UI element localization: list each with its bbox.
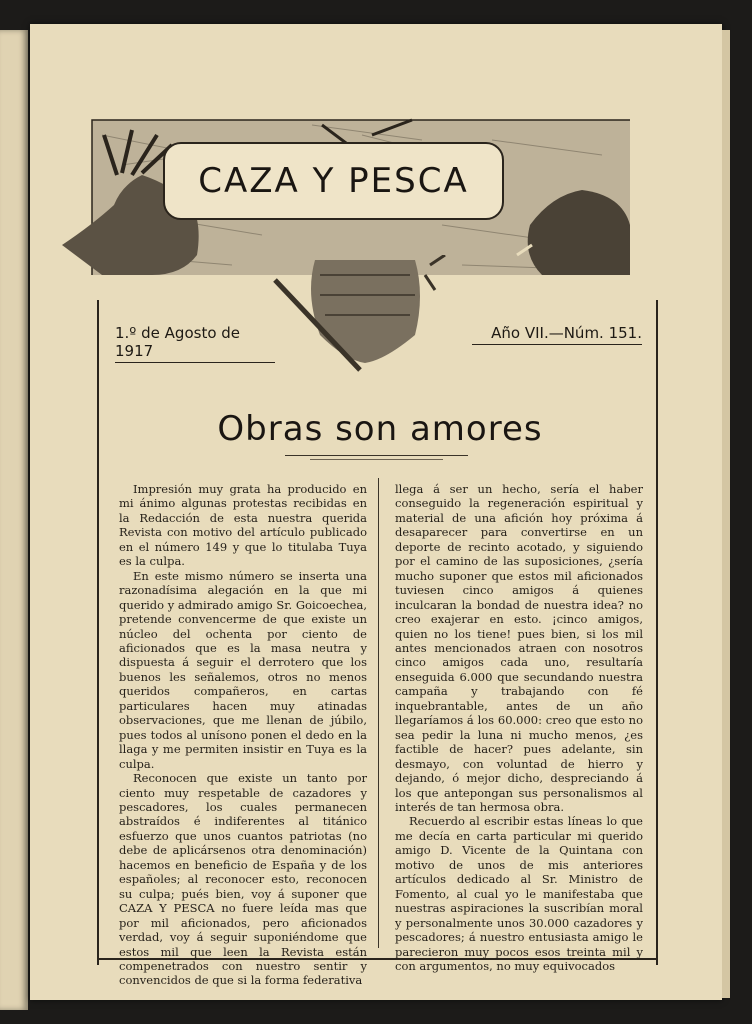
frame-left-line [97,300,99,965]
frame-right-line [656,300,658,965]
paragraph: Reconocen que existe un tanto por ciento muy respetable de cazadores y pescadores, los cuales permanecen abstraídos é indiferentes al titánico esfuerzo que unos cuantos patriotas (no debe de aplicársenos otra denominación) hacemos en beneficio de España y de los españoles; al reconocer esto, reconocen su culpa; pués bien, voy á suponer que CAZA Y PESCA no fuere leída mas que por mil aficionados, pero aficionados verdad, voy á seguir suponiéndome que estos mil que leen la Revista están compenetrados con nuestro sentir y convencidos de que si la forma federativa [119,771,367,988]
page-edge [722,30,730,998]
paragraph: Recuerdo al escribir estas líneas lo que me decía en carta particular mi querido amigo D. Vicente de la Quintana con motivo de unos de mis anteriores artículos dedicado al Sr. Ministro de Fomento, al cual yo le manifestaba que nuestras aspiraciones la suscribían moral y personalmente unos 30.000 cazadores y pescadores; á nuestro entusiasta amigo le parecieron muy pocos esos treinta mil y con argumentos, no muy equivocados [395,814,643,973]
title-rule [285,455,468,456]
paragraph: Impresión muy grata ha producido en mi ánimo algunas protestas recibidas en la Redacción de esta nuestra querida Revista con motivo del artículo publicado en el número 149 y que lo titulaba Tuya es la culpa. [119,482,367,569]
article-column-left [119,482,367,988]
issue-number: Año VII.—Núm. 151. [472,324,642,345]
column-divider [378,478,379,948]
game-bag-illustration [265,255,465,375]
masthead-banner [163,142,504,220]
article-column-right [395,482,643,973]
title-rule-secondary [310,459,443,460]
paragraph: En este mismo número se inserta una razonadísima alegación en la que mi querido y admirado amigo Sr. Goicoechea, pretende convencerme de que existe un núcleo del ochenta por ciento de aficionados que es la masa neutra y dispuesta á seguir el derrotero que los buenos les señalemos, otros no menos queridos compañeros, en cartas particulares hacen muy atinadas observaciones, que me llenan de júbilo, pues todos al unísono ponen el dedo en la llaga y me permiten insistir en Tuya es la culpa. [119,568,367,771]
paragraph: llega á ser un hecho, sería el haber conseguido la regeneración espiritual y material de una afición hoy próxima á desaparecer para convertirse en un deporte de recinto acotado, y siguiendo por el camino de las suposiciones, ¿sería mucho suponer que estos mil aficionados tuviesen cinco amigos á quienes inculcaran la bondad de nuestra idea? no creo exajerar en esto. ¡cinco amigos, quien no los tiene! pues bien, si los mil antes mencionados atraen con nosotros cinco amigos cada uno, resultaría enseguida 6.000 que secundando nuestra campaña y trabajando con fé inquebrantable, antes de un año llegaríamos á los 60.000: creo que esto no sea pedir la luna ni mucho menos, ¿es factible de hacer? pues adelante, sin desmayo, con voluntad de hierro y dejando, ó mejor dicho, despreciando á los que antepongan sus personalismos al interés de tan hermosa obra. [395,482,643,814]
previous-page-edge [0,30,28,1010]
article-title: Obras son amores [217,409,543,449]
masthead-title: CAZA Y PESCA [198,161,469,201]
issue-date: 1.º de Agosto de 1917 [115,324,275,363]
